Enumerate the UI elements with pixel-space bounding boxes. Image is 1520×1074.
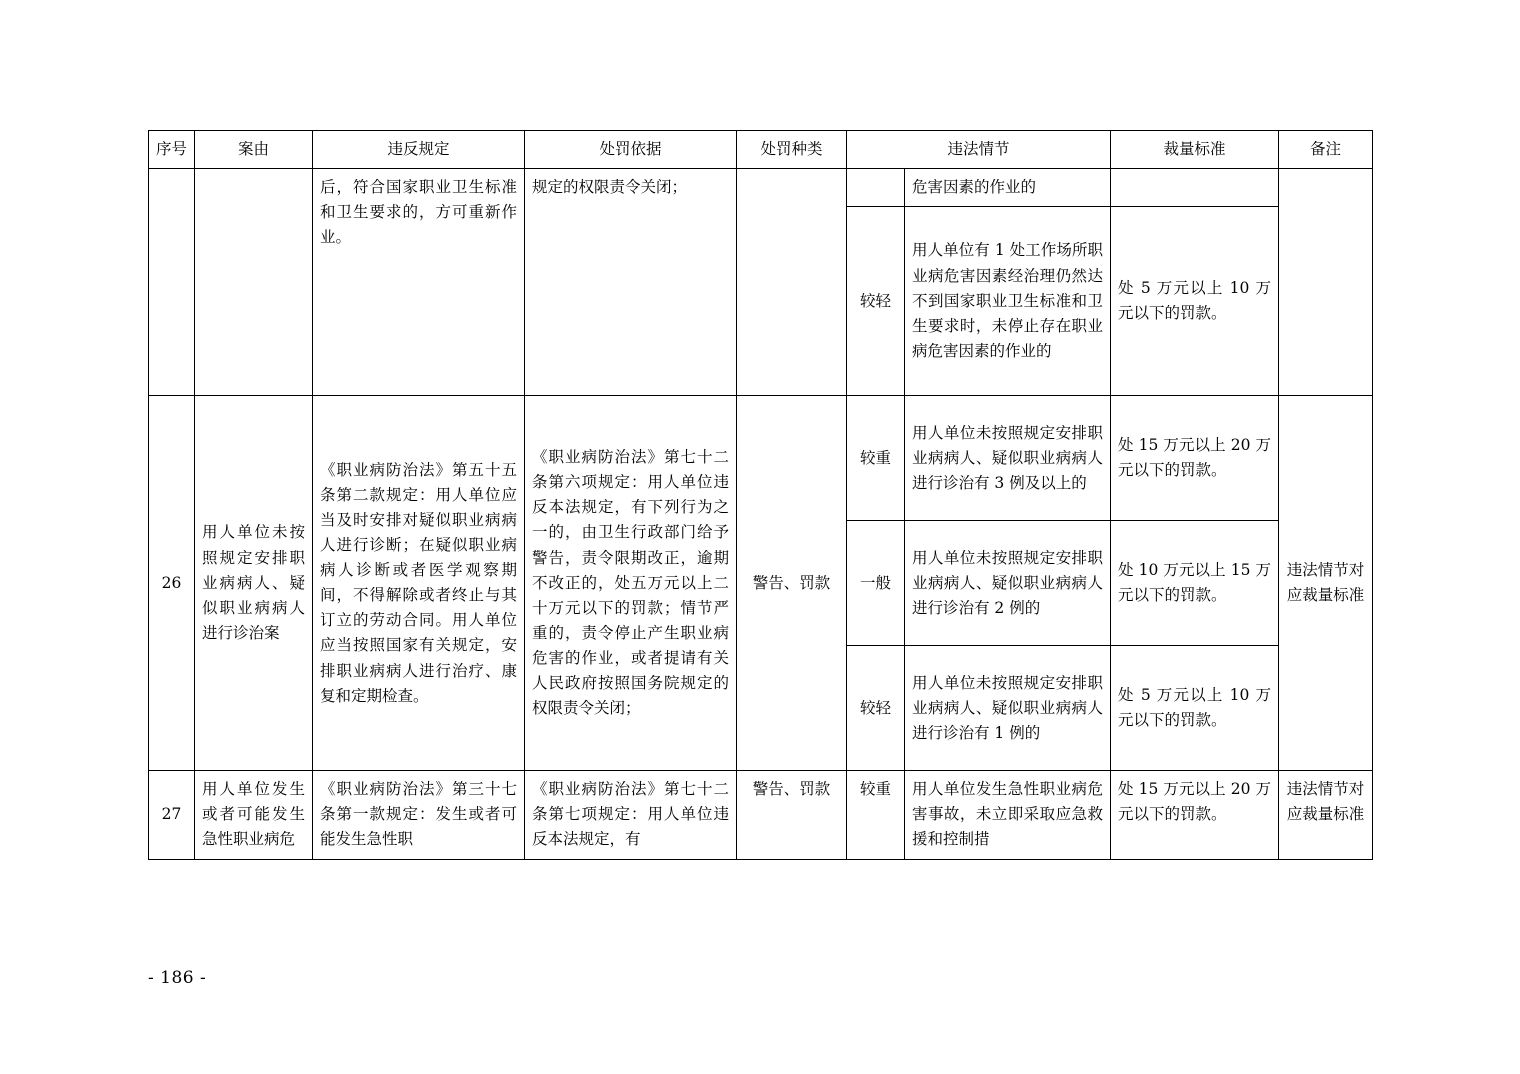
cell-remark	[1279, 169, 1373, 396]
cell-seq: 26	[149, 396, 195, 771]
cell-basis: 规定的权限责令关闭；	[525, 169, 737, 396]
cell-violation: 《职业病防治法》第三十七条第一款规定：发生或者可能发生急性职	[313, 771, 525, 859]
cell-standard: 处 15 万元以上 20 万元以下的罚款。	[1111, 396, 1279, 521]
cell-level: 较轻	[847, 646, 905, 771]
column-header-violation: 违反规定	[313, 131, 525, 169]
table-body	[149, 169, 1373, 859]
column-header-remark: 备注	[1279, 131, 1373, 169]
column-header-circumstance: 违法情节	[847, 131, 1111, 169]
cell-violation: 《职业病防治法》第五十五条第二款规定：用人单位应当及时安排对疑似职业病病人进行诊断；在疑似职业病病人诊断或者医学观察期间，不得解除或者终止与其订立的劳动合同。用人单位应当按照国家有关规定，安排职业病病人进行治疗、康复和定期检查。	[313, 396, 525, 771]
column-header-seq: 序号	[149, 131, 195, 169]
cell-level: 较重	[847, 771, 905, 859]
cell-standard: 处 5 万元以上 10 万元以下的罚款。	[1111, 646, 1279, 771]
cell-case: 用人单位未按照规定安排职业病病人、疑似职业病病人进行诊治案	[195, 396, 313, 771]
cell-standard: 处 5 万元以上 10 万元以下的罚款。	[1111, 207, 1279, 396]
cell-remark: 违法情节对应裁量标准	[1279, 396, 1373, 771]
cell-circumstance: 危害因素的作业的	[905, 169, 1111, 207]
cell-remark: 违法情节对应裁量标准	[1279, 771, 1373, 859]
cell-circumstance: 用人单位未按照规定安排职业病病人、疑似职业病病人进行诊治有 3 例及以上的	[905, 396, 1111, 521]
cell-standard: 处 15 万元以上 20 万元以下的罚款。	[1111, 771, 1279, 859]
cell-level: 较轻	[847, 207, 905, 396]
cell-punishment-type	[737, 169, 847, 396]
cell-level: 一般	[847, 521, 905, 646]
table-row	[149, 396, 1373, 521]
table-row	[149, 771, 1373, 859]
page-number: - 186 -	[148, 968, 207, 988]
table-header	[149, 131, 1373, 169]
column-header-punishment-type: 处罚种类	[737, 131, 847, 169]
cell-basis: 《职业病防治法》第七十二条第七项规定：用人单位违反本法规定，有	[525, 771, 737, 859]
cell-circumstance: 用人单位未按照规定安排职业病病人、疑似职业病病人进行诊治有 2 例的	[905, 521, 1111, 646]
cell-seq: 27	[149, 771, 195, 859]
cell-circumstance: 用人单位有 1 处工作场所职业病危害因素经治理仍然达不到国家职业卫生标准和卫生要求时，未停止存在职业病危害因素的作业的	[905, 207, 1111, 396]
table-header-row	[149, 131, 1373, 169]
cell-case	[195, 169, 313, 396]
cell-violation: 后，符合国家职业卫生标准和卫生要求的，方可重新作业。	[313, 169, 525, 396]
cell-seq	[149, 169, 195, 396]
table-row	[149, 169, 1373, 207]
cell-basis: 《职业病防治法》第七十二条第六项规定：用人单位违反本法规定，有下列行为之一的，由卫生行政部门给予警告，责令限期改正，逾期不改正的，处五万元以上二十万元以下的罚款；情节严重的，责令停止产生职业病危害的作业，或者提请有关人民政府按照国务院规定的权限责令关闭；	[525, 396, 737, 771]
column-header-case: 案由	[195, 131, 313, 169]
cell-punishment-type: 警告、罚款	[737, 396, 847, 771]
cell-standard: 处 10 万元以上 15 万元以下的罚款。	[1111, 521, 1279, 646]
cell-level	[847, 169, 905, 207]
column-header-basis: 处罚依据	[525, 131, 737, 169]
cell-circumstance: 用人单位发生急性职业病危害事故，未立即采取应急救援和控制措	[905, 771, 1111, 859]
penalty-discretion-table	[148, 130, 1373, 860]
cell-standard	[1111, 169, 1279, 207]
cell-circumstance: 用人单位未按照规定安排职业病病人、疑似职业病病人进行诊治有 1 例的	[905, 646, 1111, 771]
cell-punishment-type: 警告、罚款	[737, 771, 847, 859]
cell-level: 较重	[847, 396, 905, 521]
column-header-standard: 裁量标准	[1111, 131, 1279, 169]
cell-case: 用人单位发生或者可能发生急性职业病危	[195, 771, 313, 859]
